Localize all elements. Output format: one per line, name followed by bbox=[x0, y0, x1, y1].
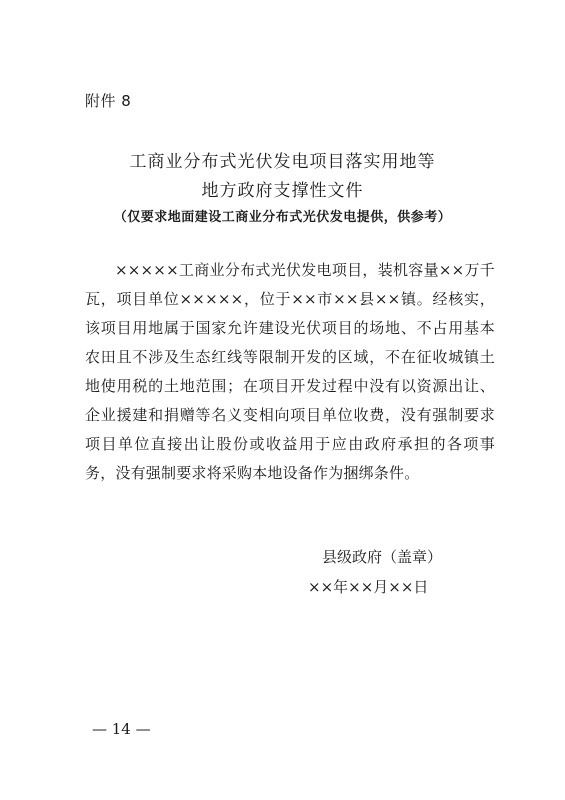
attachment-label: 附件 8 bbox=[85, 92, 132, 110]
document-title-line-2: 地方政府支撑性文件 bbox=[201, 181, 364, 201]
document-subtitle: （仅要求地面建设工商业分布式光伏发电提供，供参考） bbox=[113, 210, 452, 225]
signature-organization: 县级政府（盖章） bbox=[322, 548, 443, 566]
page-number: — 14 — bbox=[92, 720, 151, 738]
body-paragraph: ×××××工商业分布式光伏发电项目，装机容量××万千瓦，项目单位×××××，位于××市××县××镇。经核实，该项目用地属于国家允许建设光伏项目的场地、不占用基本农田且不涉及生态红线等限制开发的区域，不在征收城镇土地使用税的土地范围；在项目开发过程中没有以资源出让、企业援建和捐赠等名义变相向项目单位收费，没有强制要求项目单位直接出让股份或收益用于应由政府承担的各项事务，没有强制要求将采购本地设备作为捆绑条件。 bbox=[85, 261, 495, 482]
signature-date: ××年××月××日 bbox=[308, 578, 429, 596]
document-title-line-1: 工商业分布式光伏发电项目落实用地等 bbox=[129, 152, 436, 172]
